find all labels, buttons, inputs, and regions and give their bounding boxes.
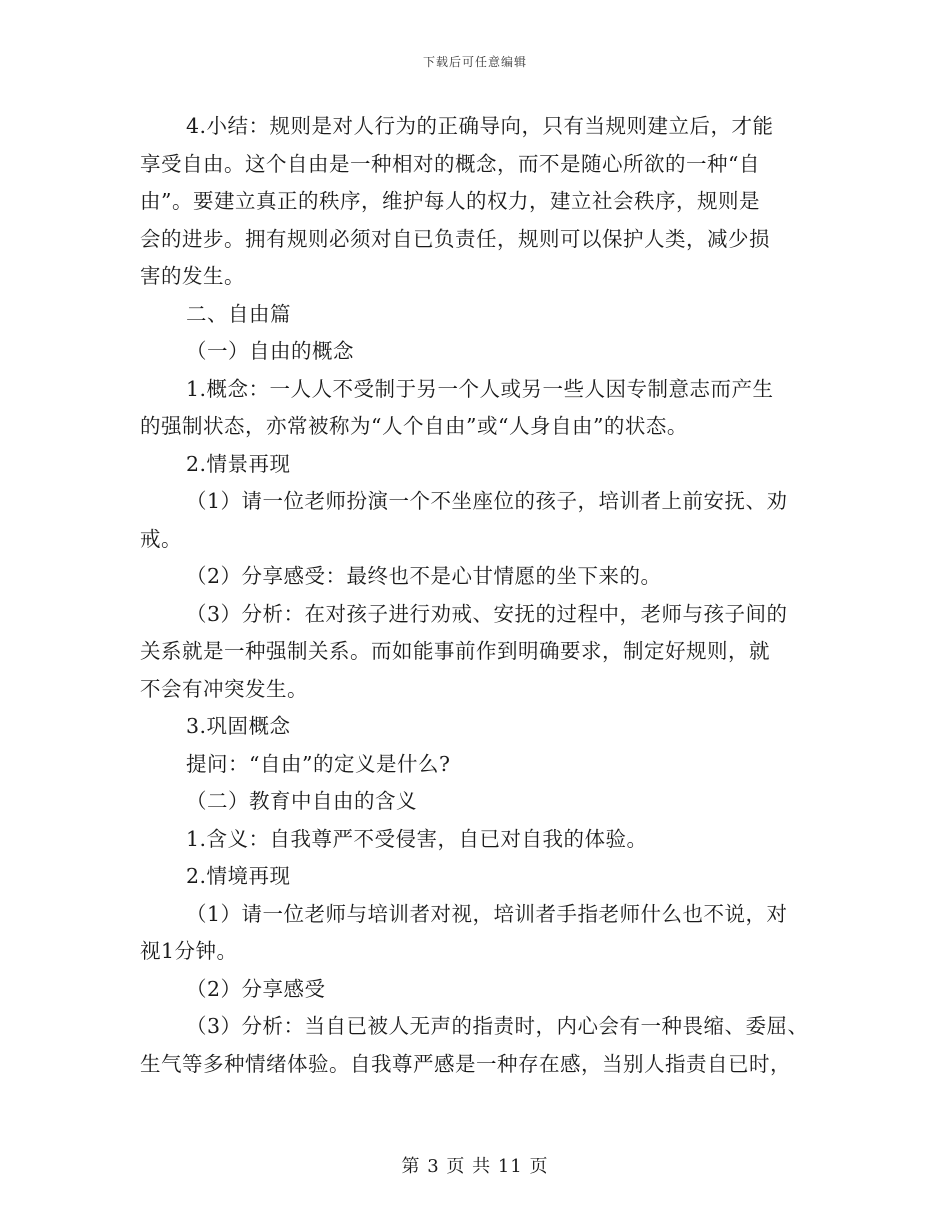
text-line: （2）分享感受：最终也不是心甘情愿的坐下来的。 [186,564,662,588]
text-line: 提问：“自由”的定义是什么? [186,751,451,776]
text-line: 的强制状态，亦常被称为“人个自由”或“人身自由”的状态。 [140,414,688,438]
text-line: 1.含义：自我尊严不受侵害，自已对自我的体验。 [186,826,648,851]
text-line: 2.情景再现 [186,451,291,476]
text-line: （3）分析：当自已被人无声的指责时，内心会有一种畏缩、委屈、 [186,1014,809,1038]
page-footer: 第 3 页 共 11 页 [401,1156,549,1177]
text-line: （1）请一位老师与培训者对视，培训者手指老师什么也不说，对 [186,901,788,926]
text-line: 关系就是一种强制关系。而如能事前作到明确要求，制定好规则，就 [140,639,770,663]
text-line: 2.情境再现 [186,864,291,888]
text-line: 3.巩固概念 [186,714,291,738]
text-line: 害的发生。 [140,264,245,288]
text-line: （3）分析：在对孩子进行劝戒、安抚的过程中，老师与孩子间的 [186,601,788,626]
text-line: 生气等多种情绪体验。自我尊严感是一种存在感，当别人指责自已时， [140,1051,791,1076]
text-line: 享受自由。这个自由是一种相对的概念，而不是随心所欲的一种“自 [140,151,760,176]
text-line: （2）分享感受 [186,976,326,1001]
text-line: （二）教育中自由的含义 [186,789,417,813]
text-line: 会的进步。拥有规则必须对自已负责任，规则可以保护人类，减少损 [140,226,770,251]
page-header: 下载后可任意编辑 [422,55,527,69]
text-line: 不会有冲突发生。 [140,676,308,701]
text-line: 戒。 [140,526,182,551]
text-line: 4.小结：规则是对人行为的正确导向，只有当规则建立后，才能 [186,114,774,138]
text-line: （1）请一位老师扮演一个不坐座位的孩子，培训者上前安抚、劝 [186,489,788,513]
text-line: （一）自由的概念 [186,339,354,363]
document-body [140,108,820,1083]
text-line: 二、自由篇 [186,301,291,326]
text-line: 由”。要建立真正的秩序，维护每人的权力，建立社会秩序，规则是 [140,189,760,213]
text-line: 1.概念：一人人不受制于另一个人或另一些人因专制意志而产生 [186,376,774,401]
text-line: 视1分钟。 [140,939,238,963]
